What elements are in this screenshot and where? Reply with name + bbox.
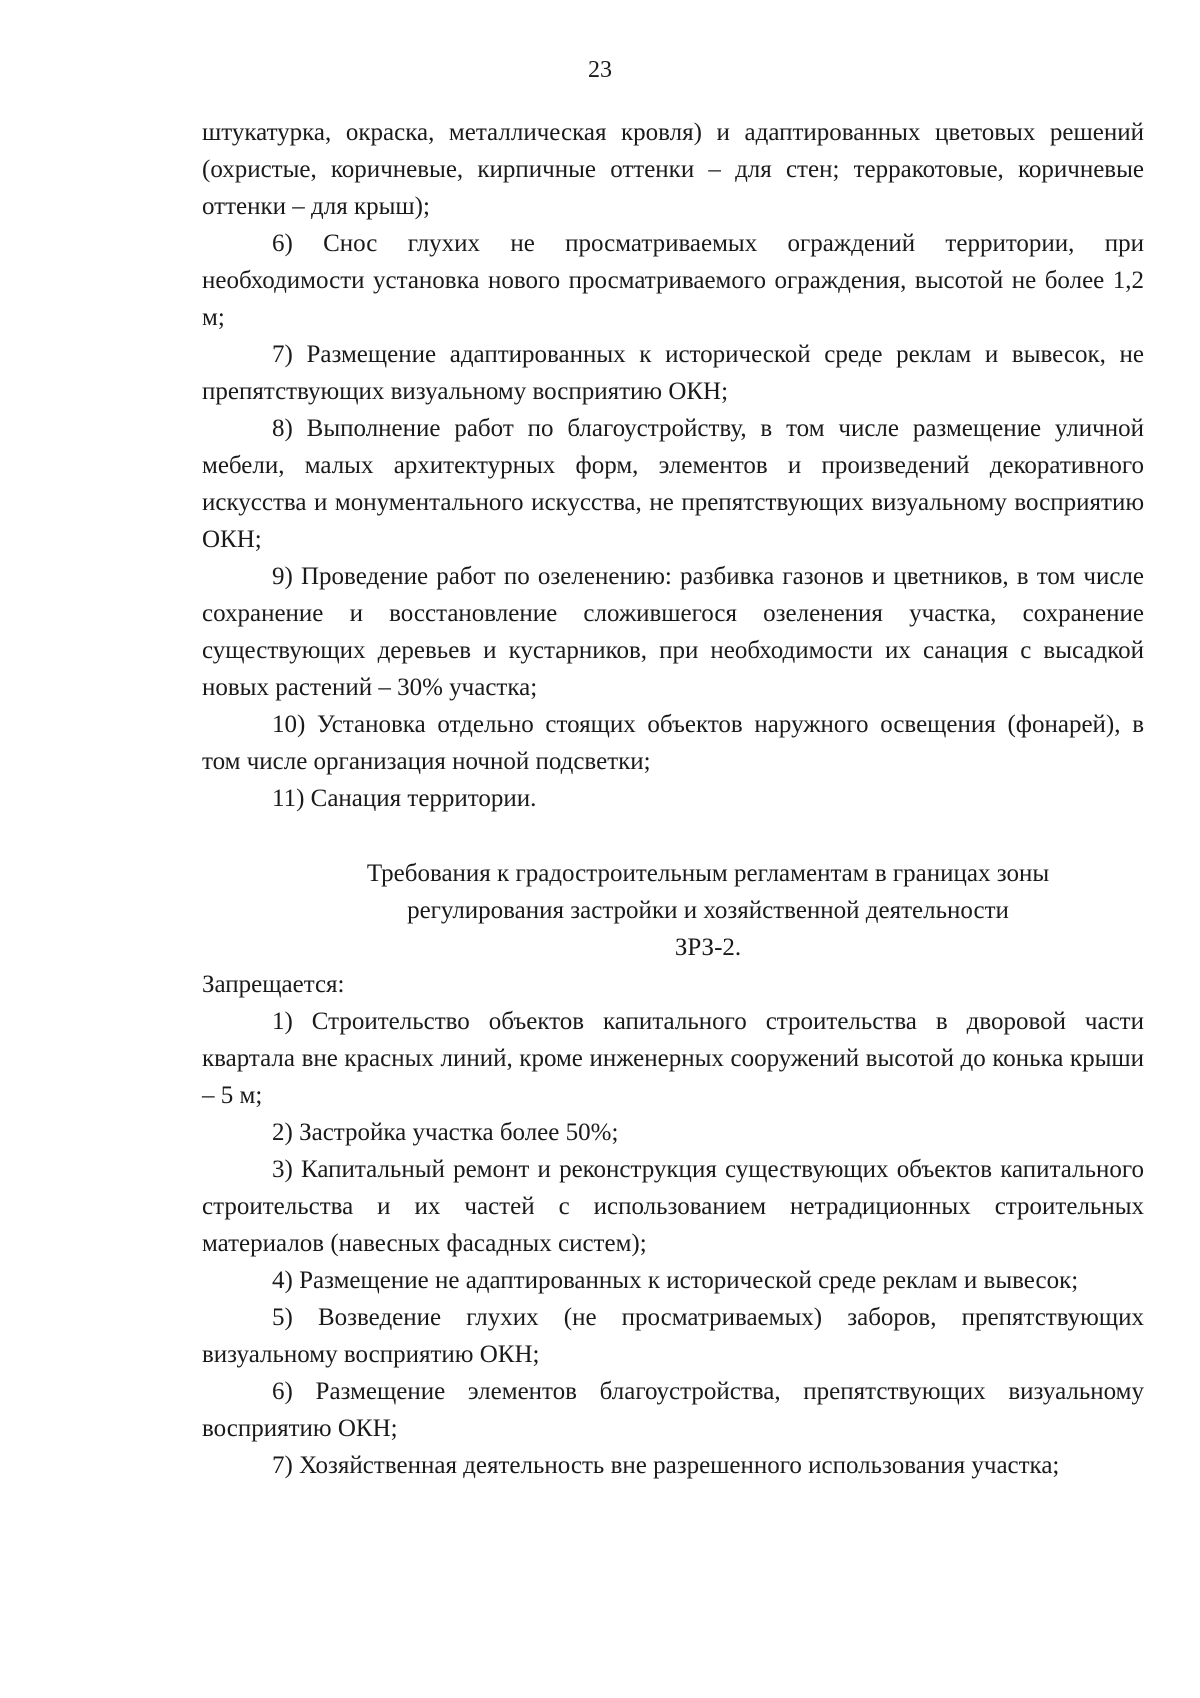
list-item: 11) Санация территории. xyxy=(272,785,537,812)
prohibited-label: Запрещается: xyxy=(202,971,345,998)
page-number: 23 xyxy=(588,57,612,83)
list-item: 8) Выполнение работ по благоустройству, в том числе размещение уличной мебели, малых архитектурных форм, элементов и произведений декоративного искусства и монументального искусства, не препятствующих визуальному восприятию ОКН; xyxy=(202,415,1144,553)
list-item: 9) Проведение работ по озеленению: разбивка газонов и цветников, в том числе сохранение и восстановление сложившегося озеленения участка, сохранение существующих деревьев и кустарников, при необходимости их санация с высадкой новых растений – 30% участка; xyxy=(202,563,1144,701)
list-item: 7) Размещение адаптированных к исторической среде реклам и вывесок, не препятствующих визуальному восприятию ОКН; xyxy=(202,341,1144,405)
section-heading xyxy=(272,855,1144,966)
intro-paragraph: штукатурка, окраска, металлическая кровля) и адаптированных цветовых решений (охристые, коричневые, кирпичные оттенки – для стен; терракотовые, коричневые оттенки – для крыш); xyxy=(202,119,1144,220)
document-body xyxy=(202,114,1144,1484)
list-item: 7) Хозяйственная деятельность вне разрешенного использования участка; xyxy=(272,1452,1060,1479)
section-heading-line: Требования к градостроительным регламентам в границах зоны xyxy=(366,860,1050,887)
list-item: 2) Застройка участка более 50%; xyxy=(272,1119,619,1146)
list-item: 1) Строительство объектов капитального строительства в дворовой части квартала вне красных линий, кроме инженерных сооружений высотой до конька крыши – 5 м; xyxy=(202,1008,1144,1109)
list-item: 5) Возведение глухих (не просматриваемых) заборов, препятствующих визуальному восприятию ОКН; xyxy=(202,1304,1144,1368)
list-item: 6) Снос глухих не просматриваемых ограждений территории, при необходимости установка нового просматриваемого ограждения, высотой не более 1,2 м; xyxy=(202,230,1144,331)
list-item: 6) Размещение элементов благоустройства, препятствующих визуальному восприятию ОКН; xyxy=(202,1378,1144,1442)
section-heading-line: регулирования застройки и хозяйственной деятельности xyxy=(407,897,1009,924)
list-item: 3) Капитальный ремонт и реконструкция существующих объектов капитального строительства и их частей с использованием нетрадиционных строительных материалов (навесных фасадных систем); xyxy=(202,1156,1144,1257)
section-heading-line: ЗРЗ-2. xyxy=(674,934,742,961)
prohibited-list xyxy=(202,1003,1144,1484)
list-item: 4) Размещение не адаптированных к исторической среде реклам и вывесок; xyxy=(272,1267,1079,1294)
list-item: 10) Установка отдельно стоящих объектов наружного освещения (фонарей), в том числе организация ночной подсветки; xyxy=(202,711,1144,775)
allowed-list xyxy=(202,225,1144,817)
